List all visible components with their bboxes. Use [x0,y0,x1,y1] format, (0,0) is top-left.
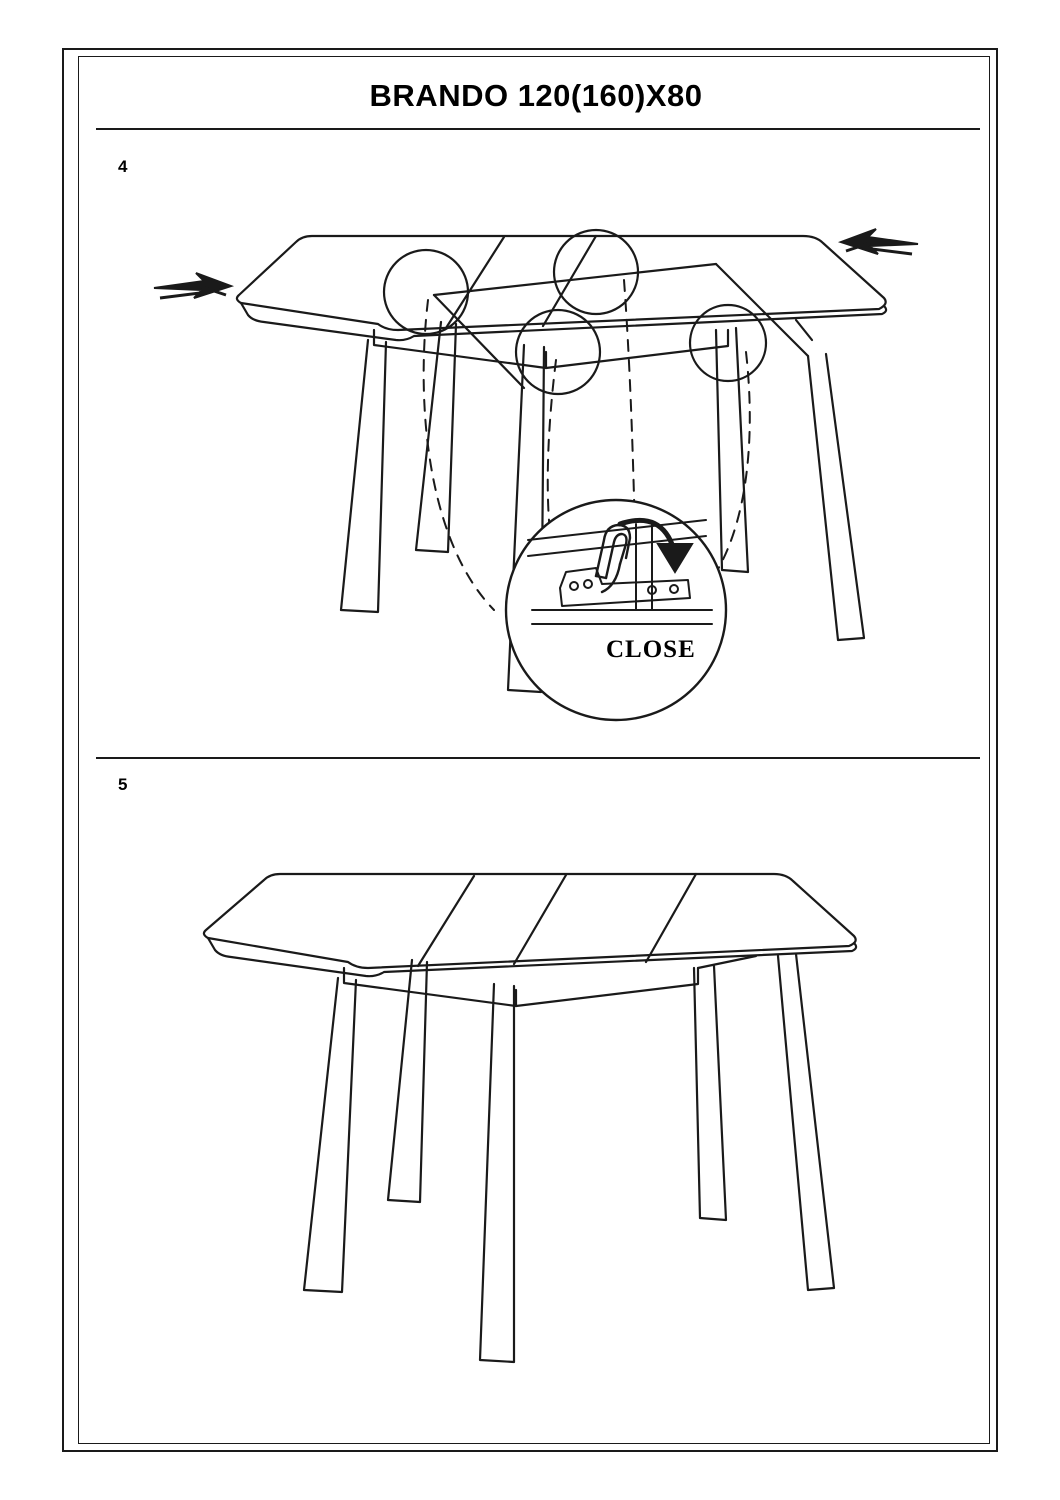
detail-bubble [506,500,726,720]
close-label: CLOSE [606,636,696,663]
table-top-outline-5 [204,874,856,968]
leaf-seam-left-5 [418,876,474,966]
apron-right-5 [516,968,698,1006]
top-diagonal-3 [716,264,808,356]
leg-front-left-5 [304,978,356,1292]
leg-rear-left-5 [388,960,427,1202]
leg-rear-center-5 [694,966,726,1220]
step-4-illustration [96,140,980,750]
top-diagonal-2 [434,295,524,388]
leaf-seam-left [446,237,504,328]
leg-front-center-5 [480,984,514,1362]
apron-front-right [546,330,728,368]
leg-front-right [808,354,864,640]
step-5-illustration [96,770,980,1440]
table-top-edge-5 [208,938,856,976]
leg-brace [796,320,812,340]
page-title: BRANDO 120(160)X80 [369,78,703,113]
right-push-arrow [841,229,918,254]
step-divider [96,757,980,759]
left-push-arrow [154,273,231,298]
title-divider [96,128,980,130]
leaf-seam-right-5 [514,875,566,964]
leg-front-right-5 [778,954,834,1290]
step-number-5: 5 [118,775,128,794]
table-top-edge [241,303,886,340]
step-number-4: 4 [118,157,128,176]
leg-rear-left [416,322,456,552]
step-5-drawing [96,770,980,1440]
leaf-seam-far-5 [646,874,696,962]
step-4-drawing [96,140,980,750]
leg-front-left [341,340,386,612]
apron-left-5 [344,968,516,1006]
